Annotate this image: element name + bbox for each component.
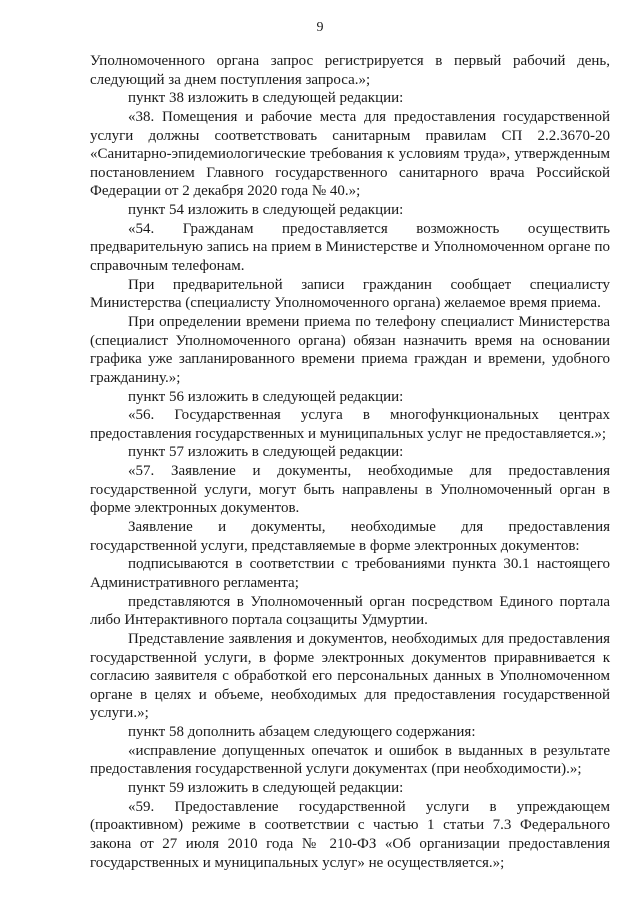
paragraph: При определении времени приема по телефону специалист Министерства (специалист Уполномоченного органа) обязан назначить время на основании графика уже запланированного времени приема граждан и времени, удобного гражданину.»; [90, 313, 610, 386]
paragraph: Уполномоченного органа запрос регистрируется в первый рабочий день, следующий за днем поступления запроса.»; [90, 53, 610, 88]
page-number: 9 [316, 20, 324, 35]
paragraph: «исправление допущенных опечаток и ошибок в выданных в результате предоставления государственной услуги документах (при необходимости).»; [90, 742, 610, 778]
paragraph: «56. Государственная услуга в многофункциональных центрах предоставления государственных и муниципальных услуг не предоставляется.»; [90, 407, 610, 442]
paragraph: пункт 58 дополнить абзацем следующего содержания: [128, 724, 476, 741]
paragraph: При предварительной записи гражданин сообщает специалисту Министерства (специалисту Уполномоченного органа) желаемое время приема. [90, 276, 610, 312]
paragraph: «54. Гражданам предоставляется возможность осуществить предварительную запись на прием в Министерстве и Уполномоченном органе по справочным телефонам. [90, 220, 610, 275]
paragraph: пункт 57 изложить в следующей редакции: [128, 444, 404, 461]
paragraph: Представление заявления и документов, необходимых для предоставления государственной услуги, в форме электронных документов приравнивается к согласию заявителя с обработкой его персональных данных в Уполномоченном органе в целях и объеме, необходимых для предоставления государственной услуги.»; [90, 630, 610, 722]
paragraph: пункт 59 изложить в следующей редакции: [128, 779, 404, 796]
paragraph: «59. Предоставление государственной услуги в упреждающем (проактивном) режиме в соответствии с частью 1 статьи 7.3 Федерального закона от 27 июля 2010 года № 210-ФЗ «Об организации предоставления государственных и муниципальных услуг» не осуществляется.»; [90, 798, 610, 871]
paragraph: пункт 54 изложить в следующей редакции: [128, 202, 404, 219]
document-body [90, 52, 610, 872]
paragraph: подписываются в соответствии с требованиями пункта 30.1 настоящего Административного регламента; [90, 556, 610, 591]
paragraph: пункт 38 изложить в следующей редакции: [128, 90, 404, 107]
paragraph: «57. Заявление и документы, необходимые для предоставления государственной услуги, могут быть направлены в Уполномоченный орган в форме электронных документов. [90, 463, 610, 517]
paragraph: пункт 56 изложить в следующей редакции: [128, 388, 404, 405]
paragraph: представляются в Уполномоченный орган посредством Единого портала либо Интерактивного портала соцзащиты Удмуртии. [90, 593, 610, 629]
paragraph: Заявление и документы, необходимые для предоставления государственной услуги, представляемые в форме электронных документов: [90, 519, 610, 554]
paragraph: «38. Помещения и рабочие места для предоставления государственной услуги должны соответствовать санитарным правилам СП 2.2.3670-20 «Санитарно-эпидемиологические требования к условиям труда», утвержденным постановлением Главного государственного санитарного врача Российской Федерации от 2 декабря 2020 года № 40.»; [90, 108, 610, 200]
